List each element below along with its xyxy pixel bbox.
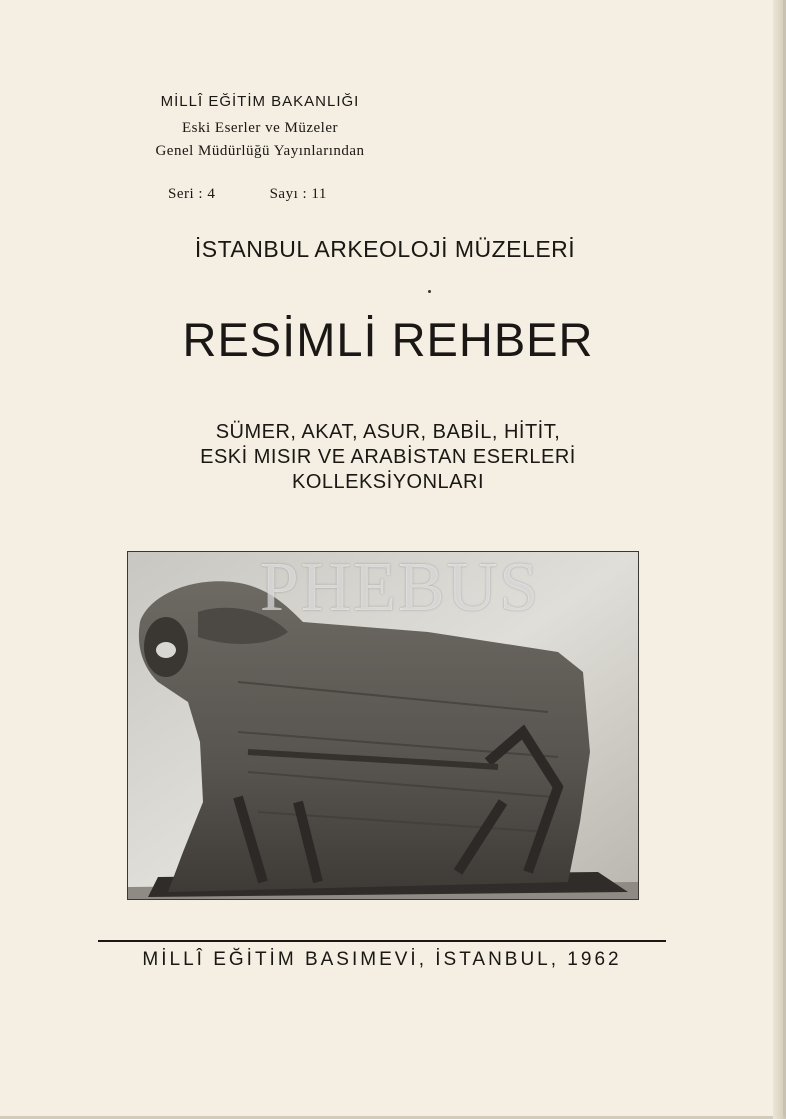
subtitle (0, 420, 776, 495)
subtitle-line-3: KOLLEKSİYONLARI (291, 471, 485, 493)
ministry-name: MİLLÎ EĞİTİM BAKANLIĞI (160, 93, 360, 110)
main-title: RESİMLİ REHBER (182, 313, 594, 366)
subtitle-line-1: SÜMER, AKAT, ASUR, BABİL, HİTİT, (215, 421, 561, 443)
imprint: MİLLÎ EĞİTİM BASIMEVİ, İSTANBUL, 1962 (142, 949, 622, 970)
publisher-line-1: Eski Eserler ve Müzeler (181, 120, 339, 136)
page-edge (773, 0, 783, 1119)
imprint-rule (98, 940, 666, 942)
series-row (168, 186, 327, 203)
publisher-block (130, 92, 390, 164)
watermark: PHEBUS (259, 549, 541, 626)
issue-number: Sayı : 11 (269, 186, 327, 202)
museum-title: İSTANBUL ARKEOLOJİ MÜZELERİ (194, 236, 576, 262)
series-number: Seri : 4 (168, 186, 216, 202)
print-speck (428, 290, 431, 293)
subtitle-line-2: ESKİ MISIR VE ARABİSTAN ESERLERİ (200, 446, 576, 468)
publisher-line-2: Genel Müdürlüğü Yayınlarından (155, 143, 365, 159)
lion-mouth (156, 642, 176, 658)
